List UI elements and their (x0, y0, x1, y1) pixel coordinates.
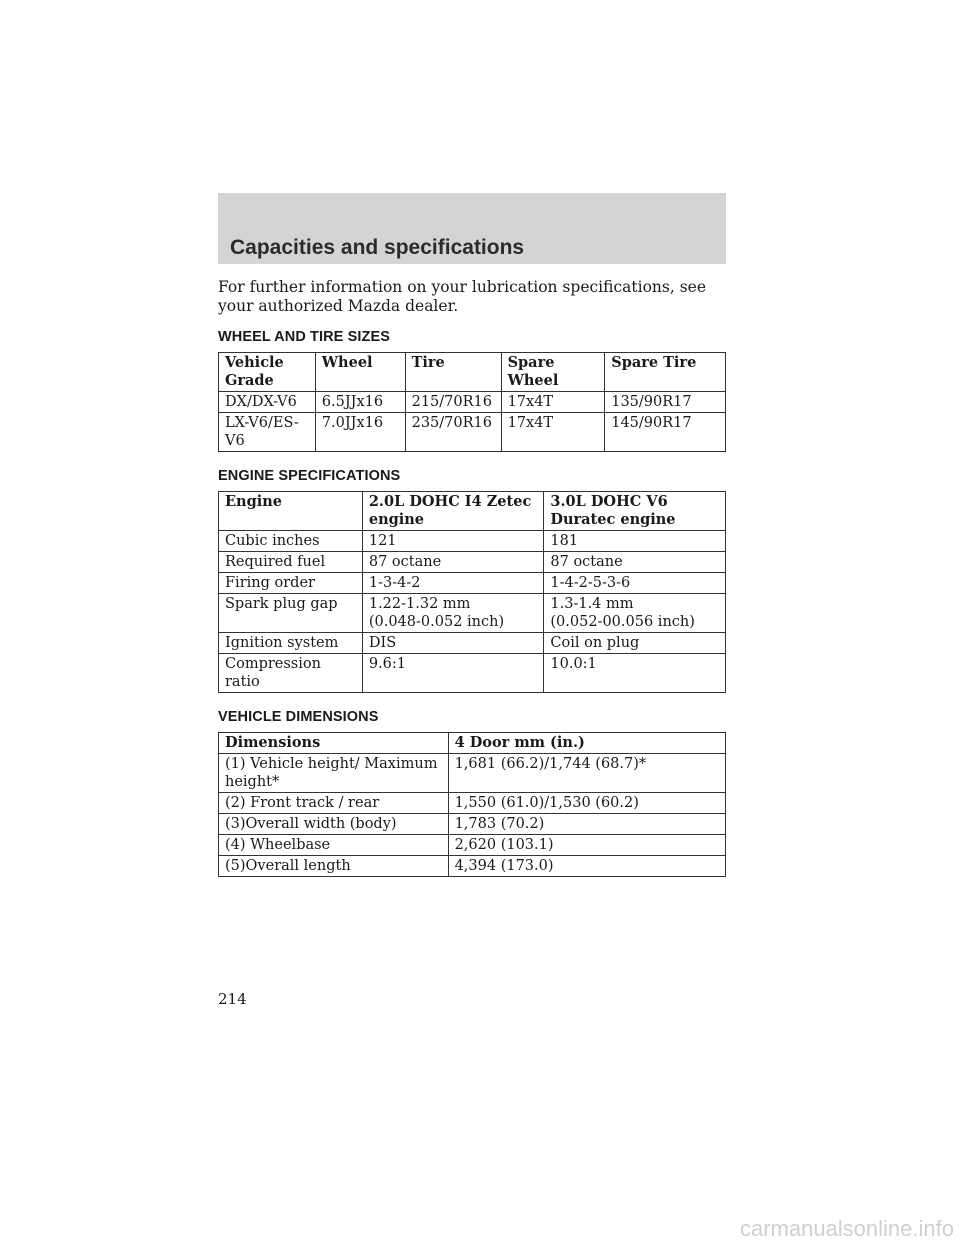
table-cell: LX-V6/ES-V6 (219, 413, 316, 452)
column-header: Dimensions (219, 733, 449, 754)
table-cell: 87 octane (362, 552, 544, 573)
table-cell: 17x4T (501, 392, 605, 413)
table-cell: (4) Wheelbase (219, 835, 449, 856)
table-cell: (2) Front track / rear (219, 793, 449, 814)
page-number: 214 (218, 990, 247, 1008)
table-cell: (1) Vehicle height/ Maximum height* (219, 754, 449, 793)
table-cell: 87 octane (544, 552, 726, 573)
table-cell: 17x4T (501, 413, 605, 452)
table-header-row (219, 492, 726, 531)
table-header-row (219, 733, 726, 754)
column-header: 4 Door mm (in.) (448, 733, 725, 754)
table-cell: 6.5JJx16 (315, 392, 405, 413)
table-cell: 135/90R17 (605, 392, 726, 413)
table-cell: Coil on plug (544, 633, 726, 654)
table-cell: (3)Overall width (body) (219, 814, 449, 835)
table-cell: 1,681 (66.2)/1,744 (68.7)* (448, 754, 725, 793)
table-cell: 9.6:1 (362, 654, 544, 693)
table-cell: Ignition system (219, 633, 363, 654)
table-cell: 235/70R16 (405, 413, 501, 452)
table-row (219, 856, 726, 877)
table-cell: DX/DX-V6 (219, 392, 316, 413)
watermark: carmanualsonline.info (739, 1216, 954, 1241)
column-header: Vehicle Grade (219, 353, 316, 392)
table-cell: Firing order (219, 573, 363, 594)
table-cell: Spark plug gap (219, 594, 363, 633)
table-row (219, 413, 726, 452)
table-cell: Required fuel (219, 552, 363, 573)
intro-paragraph: For further information on your lubrication specifications, see your authorized Mazda dealer. (218, 278, 706, 315)
table-header-row (219, 353, 726, 392)
table-cell: 145/90R17 (605, 413, 726, 452)
table-cell: 181 (544, 531, 726, 552)
table-row (219, 654, 726, 693)
table-cell: 10.0:1 (544, 654, 726, 693)
column-header: Wheel (315, 353, 405, 392)
table-cell: 1.3-1.4 mm (0.052-00.056 inch) (544, 594, 726, 633)
table-row (219, 552, 726, 573)
table-cell: 7.0JJx16 (315, 413, 405, 452)
table-row (219, 594, 726, 633)
column-header: 2.0L DOHC I4 Zetec engine (362, 492, 544, 531)
table-row (219, 835, 726, 856)
section-header-band (218, 193, 726, 264)
table-row (219, 793, 726, 814)
column-header: Tire (405, 353, 501, 392)
table-row (219, 573, 726, 594)
table-row (219, 754, 726, 793)
table-cell: 1,550 (61.0)/1,530 (60.2) (448, 793, 725, 814)
column-header: 3.0L DOHC V6 Duratec engine (544, 492, 726, 531)
table-row (219, 633, 726, 654)
table-cell: Cubic inches (219, 531, 363, 552)
table-cell: 4,394 (173.0) (448, 856, 725, 877)
page-title: Capacities and specifications (230, 236, 525, 259)
table-cell: Compression ratio (219, 654, 363, 693)
table-cell: 2,620 (103.1) (448, 835, 725, 856)
engine-specifications-table (218, 491, 726, 693)
column-header: Spare Wheel (501, 353, 605, 392)
table-row (219, 531, 726, 552)
column-header: Spare Tire (605, 353, 726, 392)
wheel-tire-heading: WHEEL AND TIRE SIZES (218, 329, 390, 345)
table-cell: 215/70R16 (405, 392, 501, 413)
table-cell: (5)Overall length (219, 856, 449, 877)
table-cell: 1.22-1.32 mm (0.048-0.052 inch) (362, 594, 544, 633)
table-row (219, 392, 726, 413)
wheel-tire-table (218, 352, 726, 452)
table-cell: 1,783 (70.2) (448, 814, 725, 835)
page-content (218, 278, 726, 893)
table-cell: 121 (362, 531, 544, 552)
table-cell: 1-3-4-2 (362, 573, 544, 594)
table-row (219, 814, 726, 835)
engine-specifications-heading: ENGINE SPECIFICATIONS (218, 468, 401, 484)
vehicle-dimensions-heading: VEHICLE DIMENSIONS (218, 709, 379, 725)
column-header: Engine (219, 492, 363, 531)
vehicle-dimensions-table (218, 732, 726, 877)
table-cell: 1-4-2-5-3-6 (544, 573, 726, 594)
table-cell: DIS (362, 633, 544, 654)
